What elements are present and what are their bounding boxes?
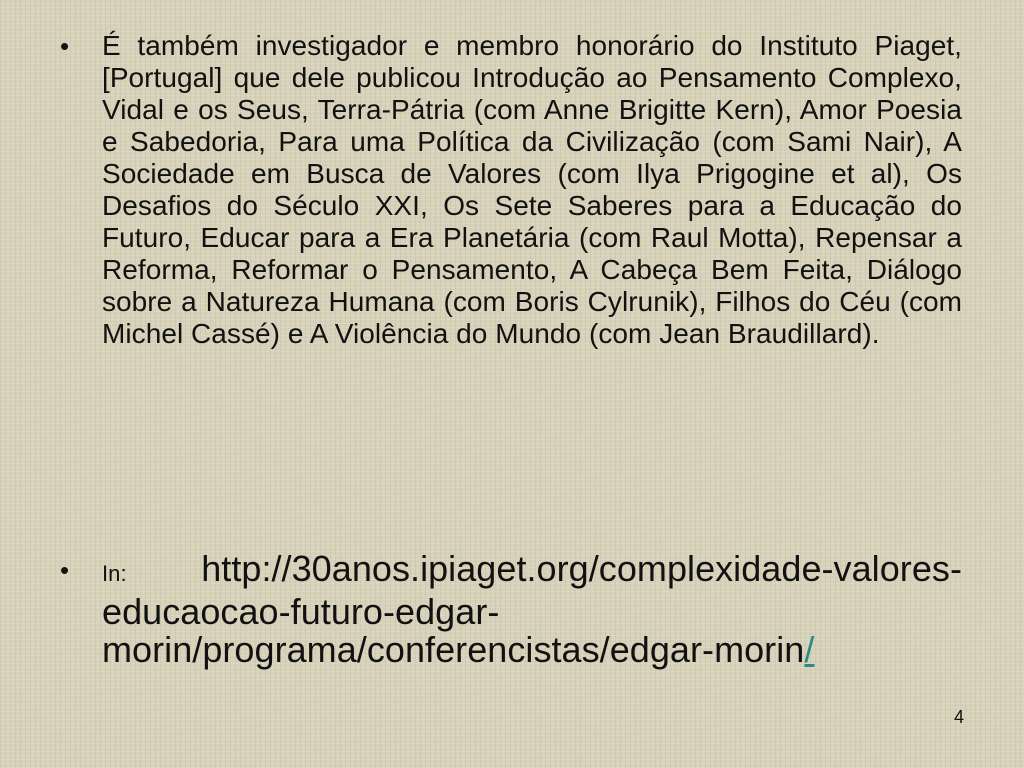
biography-text: É também investigador e membro honorário do Instituto Piaget, [Portugal] que dele publicou Introdução ao Pensamento Complexo, Vidal e os Seus, Terra-Pátria (com Anne Brigitte Kern), Amor Poesia e Sabedoria, Para uma Política da Civilização (com Sami Nair), A Sociedade em Busca de Valores (com Ilya Prigogine et al), Os Desafios do Século XXI, Os Sete Saberes para a Educação do Futuro, Educar para a Era Planetária (com Raul Motta), Repensar a Reforma, Reformar o Pensamento, A Cabeça Bem Feita, Diálogo sobre a Natureza Humana (com Boris Cylrunik), Filhos do Céu (com Michel Cassé) e A Violência do Mundo (com Jean Braudillard). (102, 30, 962, 349)
bullet-icon: • (60, 555, 70, 585)
source-text (102, 550, 962, 669)
source-url[interactable]: http://30anos.ipiaget.org/complexidade-valores-educaocao-futuro-edgar-morin/programa/conferencistas/edgar-morin (102, 548, 962, 670)
source-url-link[interactable]: / (804, 629, 815, 670)
bullet-item-source (60, 550, 962, 669)
bullet-icon: • (60, 31, 70, 61)
bullet-item-biography (60, 30, 962, 350)
page-number: 4 (953, 707, 964, 727)
source-label: In: (102, 561, 202, 586)
